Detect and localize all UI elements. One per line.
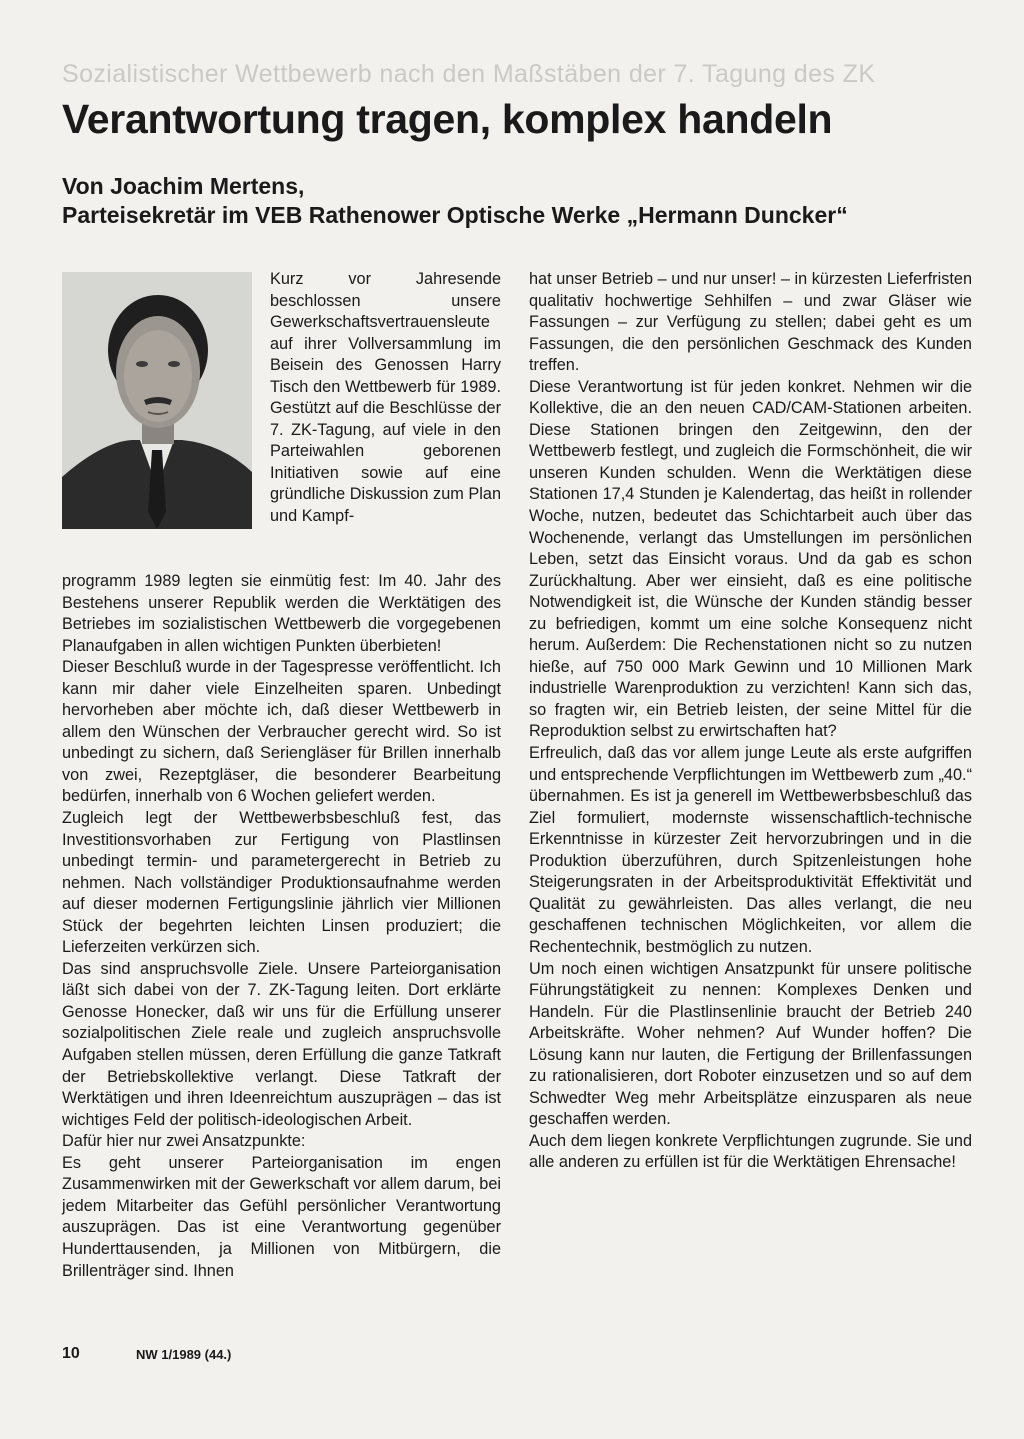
paragraph: Dieser Beschluß wurde in der Tagespresse veröffentlicht. Ich kann mir daher viele Einzelheiten sparen. Unbedingt hervorheben aber möchte ich, daß dieser Wettbewerb in allem den Wünschen der Verbraucher gerecht wird. So ist unbedingt zu sichern, daß Seriengläser für Brillen innerhalb von zwei, Rezeptgläser, die besonderer Bearbeitung bedürfen, innerhalb von 6 Wochen geliefert werden. (62, 658, 501, 806)
paragraph: Diese Verantwortung ist für jeden konkret. Nehmen wir die Kollektive, die an den neuen CAD/CAM-Stationen arbeiten. Diese Stationen bringen den Zeitgewinn, den der Wettbewerb festlegt, und zugleich die Formschönheit, die wir unseren Kunden schulden. Wenn die Werktätigen diese Stationen 17,4 Stunden je Kalendertag, das heißt in rollender Woche, nutzen, bedeutet das Schichtarbeit auch über das Wochenende, verlangt das Umstellungen im persönlichen Leben, setzt das Einsicht voraus. Und da gab es schon Zurückhaltung. Aber wer einsieht, daß es eine politische Notwendigkeit ist, die Wünsche der Kunden ständig besser zu befriedigen, kommt um eine solche Konsequenz nicht herum. Außerdem: Die Rechenstationen nicht so zu nutzen hieße, auf 750 000 Mark Gewinn und 10 Millionen Mark industrielle Warenproduktion zu verzichten! Kann sich das, so fragten wir, ein Betrieb leisten, der seine Mittel für die Reproduktion selbst zu erwirtschaften hat? (529, 377, 972, 741)
page-number: 10 (62, 1345, 80, 1362)
paragraph: Es geht unserer Parteiorganisation im engen Zusammenwirken mit der Gewerkschaft vor allem darum, bei jedem Mitarbeiter das Gefühl persönlicher Verantwortung auszuprägen. Das ist eine Verantwortung gegenüber Hunderttausenden, ja Millionen von Mitbürgern, die Brillenträger sind. Ihnen (62, 1153, 501, 1280)
intro-continuation: programm 1989 legten sie einmütig fest: Im 40. Jahr des Bestehens unserer Republik werden die Werktätigen des Betriebes im sozialistischen Wettbewerb die vorgegebenen Planaufgaben in allen wichtigen Punkten überbieten! (62, 572, 501, 655)
article-left-column (62, 571, 501, 1282)
kicker: Sozialistischer Wettbewerb nach den Maßstäben der 7. Tagung des ZK (62, 60, 876, 88)
paragraph: Das sind anspruchsvolle Ziele. Unsere Parteiorganisation läßt sich dabei von der 7. ZK-Tagung leiten. Dort erklärte Genosse Honecker, daß wir uns für die Erfüllung unserer sozialpolitischen Ziele reale und zugleich anspruchsvolle Aufgaben stellen müssen, deren Erfüllung die ganze Tatkraft der Betriebskollektive verlangt. Diese Tatkraft der Werktätigen und ihren Ideenreichtum auszuprägen – das ist wichtiges Feld der politisch-ideologischen Arbeit. (62, 959, 501, 1129)
paragraph: Dafür hier nur zwei Ansatzpunkte: (62, 1132, 306, 1151)
paragraph: hat unser Betrieb – und nur unser! – in kürzesten Lieferfristen qualitativ hochwertige Sehhilfen – und zwar Gläser wie Fassungen – zur Verfügung zu stellen; dabei geht es um Fassungen, die den persönlichen Geschmack des Kunden treffen. (529, 270, 972, 375)
paragraph: Auch dem liegen konkrete Verpflichtungen zugrunde. Sie und alle anderen zu erfüllen ist für die Werktätigen Ehrensache! (529, 1131, 972, 1172)
byline (62, 172, 962, 230)
issue-label: NW 1/1989 (44.) (136, 1347, 232, 1362)
paragraph: Zugleich legt der Wettbewerbsbeschluß fest, das Investitionsvorhaben zur Fertigung von Plastlinsen unbedingt termin- und parametergerecht in Betrieb zu nehmen. Nach vollständiger Produktionsaufnahme werden auf dieser modernen Fertigungslinie jährlich vier Millionen Stück der begehrten leichten Linsen produziert; die Lieferzeiten verkürzen sich. (62, 809, 501, 957)
intro-paragraph: Kurz vor Jahresende beschlossen unsere Gewerkschaftsvertrauensleute auf ihrer Vollversammlung im Beisein des Genossen Harry Tisch den Wettbewerb für 1989. Gestützt auf die Beschlüsse der 7. ZK-Tagung, auf viele in den Parteiwahlen geborenen Initiativen sowie auf eine gründliche Diskussion zum Plan und Kampf- (270, 270, 501, 526)
portrait-icon (62, 272, 252, 529)
paragraph: Erfreulich, daß das vor allem junge Leute als erste aufgriffen und entsprechende Verpflichtungen im Wettbewerb zum „40.“ übernahmen. Es ist ja generell im Wettbewerbsbeschluß das Ziel formuliert, modernste wissenschaftlich-technische Erkenntnisse in kürzester Zeit hervorzubringen und in die Produktion überzuführen, durch Spitzenleistungen hohe Steigerungsraten in der Arbeitsproduktivität Effektivität und Qualität zu gewährleisten. Das alles verlangt, die neu geschaffenen technischen Möglichkeiten, vor allem die Rechentechnik, bestmöglich zu nutzen. (529, 744, 972, 956)
byline-author: Von Joachim Mertens, (62, 173, 305, 199)
paragraph: Um noch einen wichtigen Ansatzpunkt für unsere politische Führungstätigkeit zu nennen: Komplexes Denken und Handeln. Für die Plastlinsenlinie braucht der Betrieb 240 Arbeitskräfte. Woher nehmen? Auf Wunder hoffen? Die Lösung kann nur lauten, die Fertigung der Brillenfassungen zu rationalisieren, dort Roboter einzusetzen und so auf dem Schwedter Weg mehr Arbeitsplätze einzusparen als neue geschaffen werden. (529, 959, 972, 1129)
article-intro (270, 269, 501, 528)
headline: Verantwortung tragen, komplex handeln (62, 96, 833, 142)
byline-role: Parteisekretär im VEB Rathenower Optische Werke „Hermann Duncker“ (62, 202, 848, 228)
article-right-column (529, 269, 972, 1174)
portrait-photo (62, 272, 252, 529)
